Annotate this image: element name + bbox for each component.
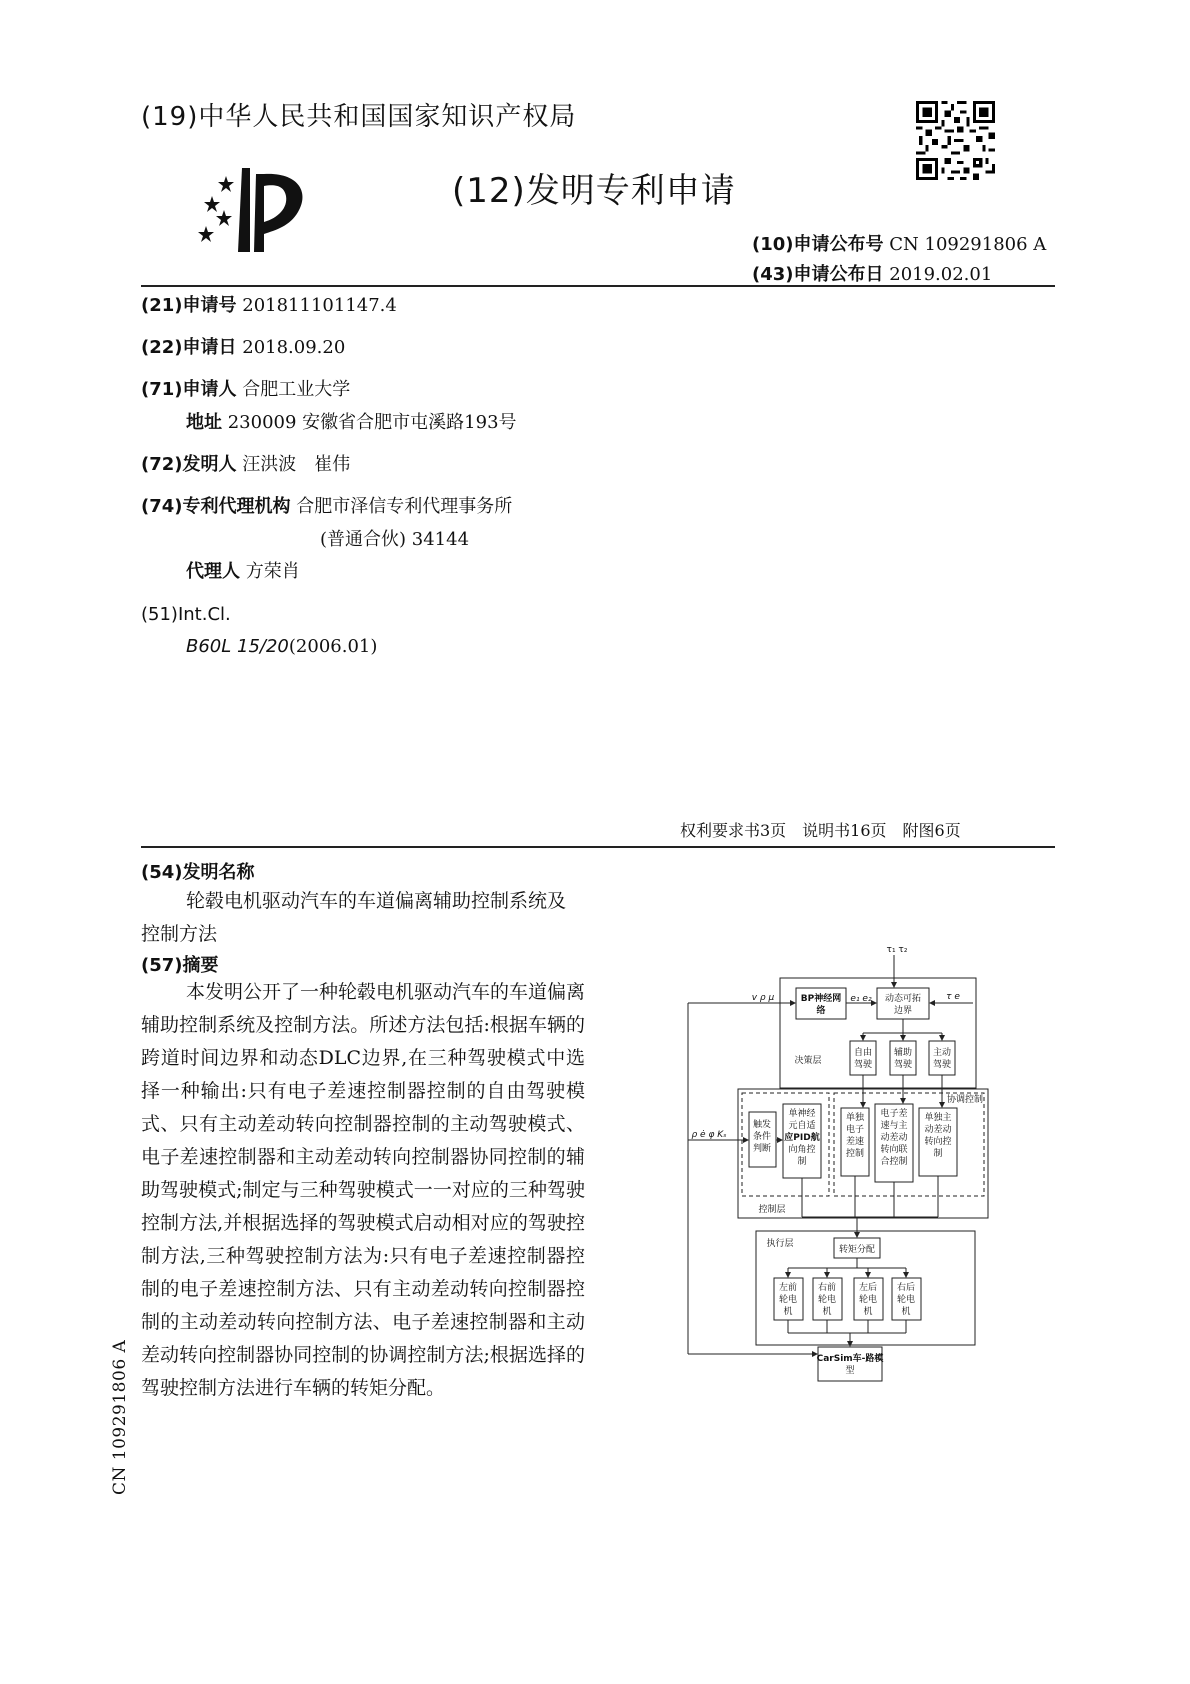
joint-label-4: 转向联 [880, 1145, 908, 1155]
application-date-value: 2018.09.20 [242, 337, 346, 358]
patent-agency-line2: (普通合伙) 34144 [320, 529, 470, 550]
applicant-value: 合肥工业大学 [242, 379, 351, 400]
active-driving-label-1: 主动 [932, 1048, 952, 1058]
inventors-value: 汪洪波 崔伟 [242, 454, 351, 475]
abstract-text: 本发明公开了一种轮毂电机驱动汽车的车道偏离辅助控制系统及控制方法。所述方法包括:根据车辆的跨道时间边界和动态DLC边界,在三种驾驶模式中选择一种输出:只有电子差速控制器控制的自由驾驶模式、只有主动差动转向控制器控制的主动驾驶模式、电子差速控制器和主动差动转向控制器协同控制的辅助驾驶模式;制定与三种驾驶模式一一对应的三种驾驶控制方法,并根据选择的驾驶模式启动相对应的驾驶控制方法,三种驾驶控制方法为:只有电子差速控制器控制的电子差速控制方法、只有主动差动转向控制器控制的主动差动转向控制方法、电子差速控制器和主动差动转向控制器协同控制的协调控制方法;根据选择的驾驶控制方法进行车辆的转矩分配。 [141, 981, 586, 1399]
page-counts: 权利要求书3页 说明书16页 附图6页 [680, 821, 961, 840]
document-type: (12)发明专利申请 [452, 171, 736, 211]
agent-value: 方荣肖 [245, 561, 300, 582]
control-layer-label: 控制层 [758, 1205, 786, 1215]
ed-label-4: 控制 [845, 1149, 865, 1159]
coordinated-control-label: 协调控制 [946, 1095, 984, 1105]
rl-motor-label-2: 轮电 [858, 1295, 878, 1305]
torque-distribution-label: 转矩分配 [838, 1245, 876, 1255]
velocity-input-label: v ρ μ [751, 993, 775, 1003]
int-cl-label: (51)Int.Cl. [141, 604, 231, 625]
ed-label-2: 电子 [845, 1125, 865, 1135]
assisted-driving-label-2: 驾驶 [893, 1060, 913, 1070]
fl-motor-label-1: 左前 [778, 1283, 798, 1293]
rr-motor-label-1: 右后 [896, 1283, 916, 1293]
patent-office: (19)中华人民共和国国家知识产权局 [141, 102, 577, 132]
pid-label-2: 元自适 [788, 1121, 816, 1131]
address [186, 414, 517, 432]
int-cl [141, 606, 231, 624]
pid-label-1: 单神经 [788, 1109, 816, 1119]
pid-label-5: 制 [797, 1157, 807, 1167]
applicant [141, 381, 350, 399]
joint-label-3: 动差动 [880, 1133, 908, 1143]
bp-label-2: 络 [816, 1006, 826, 1016]
fr-motor-label-1: 右前 [817, 1283, 837, 1293]
carsim-label-2: 型 [845, 1366, 855, 1376]
ads-label-1: 单独主 [924, 1113, 952, 1123]
invention-title: 轮毂电机驱动汽车的车道偏离辅助控制系统及控制方法 [141, 890, 567, 945]
fr-motor-label-2: 轮电 [817, 1295, 837, 1305]
bp-label-1: BP神经网 [800, 994, 842, 1004]
application-number-value: 201811101147.4 [242, 295, 397, 316]
dynamic-boundary-label-2: 边界 [893, 1006, 913, 1016]
inventors-label: (72)发明人 [141, 454, 237, 475]
ads-label-4: 制 [933, 1149, 943, 1159]
int-cl-code: B60L 15/20 [186, 636, 289, 657]
application-number-label: (21)申请号 [141, 295, 237, 316]
application-date [141, 339, 345, 357]
pid-label-3: 应PID航 [784, 1133, 820, 1143]
ed-label-3: 差速 [845, 1137, 865, 1147]
tau-input-label: τ₁ τ₂ [886, 945, 908, 955]
publication-number-label: (10)申请公布号 [752, 234, 884, 255]
rr-motor-label-3: 机 [901, 1307, 911, 1317]
application-date-label: (22)申请日 [141, 337, 237, 358]
publication-date-label: (43)申请公布日 [752, 264, 884, 285]
joint-label-5: 合控制 [880, 1157, 908, 1167]
patent-agency-name: 合肥市泽信专利代理事务所 [296, 496, 513, 517]
agent [186, 563, 300, 581]
control-system-diagram [683, 945, 1006, 1376]
trigger-label-3: 判断 [752, 1144, 772, 1154]
fl-motor-label-3: 机 [783, 1307, 793, 1317]
joint-label-1: 电子差 [880, 1109, 908, 1119]
publication-number [752, 230, 1046, 256]
publication-date [752, 260, 992, 286]
application-number [141, 297, 397, 315]
carsim-label-1: CarSim车-路模 [816, 1354, 884, 1364]
fl-motor-label-2: 轮电 [778, 1295, 798, 1305]
tau-e-label: τ e [946, 992, 960, 1002]
fr-motor-label-3: 机 [822, 1307, 832, 1317]
active-driving-label-2: 驾驶 [932, 1060, 952, 1070]
rl-motor-label-1: 左后 [858, 1283, 878, 1293]
assisted-driving-label-1: 辅助 [893, 1048, 913, 1058]
pages-divider [141, 846, 1055, 848]
joint-label-2: 速与主 [880, 1121, 908, 1131]
rho-input-label: ρ ė φ Kₛ [691, 1130, 727, 1140]
qr-code [916, 101, 995, 180]
cnipa-logo [198, 168, 310, 252]
execution-layer-label: 执行层 [766, 1239, 794, 1249]
side-publication-code: CN 109291806 A [110, 1339, 130, 1495]
rl-motor-label-3: 机 [863, 1307, 873, 1317]
ads-label-2: 动差动 [924, 1125, 952, 1135]
publication-number-value: CN 109291806 A [889, 234, 1047, 255]
patent-agency-label: (74)专利代理机构 [141, 496, 291, 517]
ed-label-1: 单独 [845, 1113, 865, 1123]
rr-motor-label-2: 轮电 [896, 1295, 916, 1305]
invention-title-label: (54)发明名称 [141, 862, 255, 883]
free-driving-label-2: 驾驶 [853, 1060, 873, 1070]
trigger-label-1: 触发 [752, 1120, 772, 1130]
address-label: 地址 [186, 412, 222, 433]
address-value: 230009 安徽省合肥市屯溪路193号 [227, 412, 517, 433]
abstract-label: (57)摘要 [141, 955, 219, 976]
pid-label-4: 向角控 [788, 1145, 816, 1155]
patent-agency [141, 498, 512, 516]
publication-date-value: 2019.02.01 [889, 264, 993, 285]
decision-layer-label: 决策层 [794, 1056, 822, 1066]
trigger-label-2: 条件 [752, 1132, 772, 1142]
free-driving-label-1: 自由 [853, 1048, 873, 1058]
error-signal-label: e₁ e₂ [850, 994, 872, 1004]
header-divider [141, 285, 1055, 287]
int-cl-date: (2006.01) [288, 636, 378, 657]
dynamic-boundary-label-1: 动态可拓 [884, 994, 922, 1004]
agent-label: 代理人 [186, 561, 240, 582]
ads-label-3: 转向控 [924, 1137, 952, 1147]
inventors [141, 456, 350, 474]
applicant-label: (71)申请人 [141, 379, 237, 400]
int-cl-classification [186, 638, 377, 656]
